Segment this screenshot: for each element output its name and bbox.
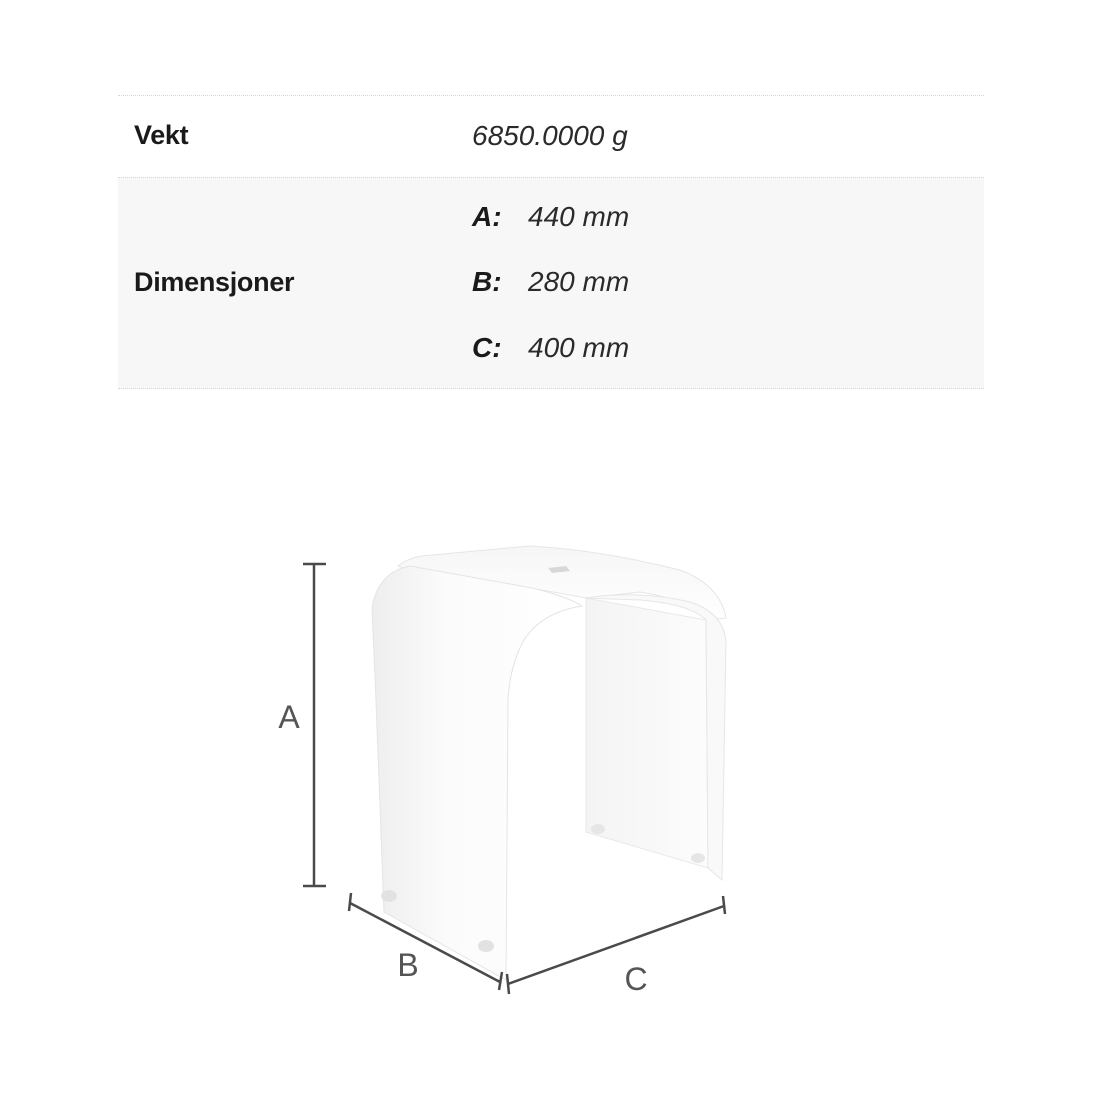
dimension-line-a	[303, 564, 326, 886]
weight-label: Vekt	[134, 120, 189, 150]
dimension-label-a: A	[278, 699, 300, 735]
stool-foot-icon	[691, 853, 705, 863]
stool-foot-icon	[591, 824, 605, 834]
stool-foot-icon	[381, 890, 397, 902]
dimension-b-value: 280 mm	[528, 266, 630, 297]
weight-value: 6850.0000 g	[472, 120, 628, 151]
dimension-line-c	[507, 896, 725, 994]
dimension-a-value: 440 mm	[528, 201, 630, 232]
stool-illustration	[372, 546, 726, 980]
dimension-b-key: B:	[472, 266, 502, 297]
dimension-label-c: C	[624, 961, 648, 997]
dimension-c-key: C:	[472, 332, 502, 363]
dimension-a-key: A:	[472, 201, 502, 232]
stool-foot-icon	[478, 940, 494, 952]
dimensions-label: Dimensjoner	[134, 267, 295, 297]
dimension-c-value: 400 mm	[528, 332, 630, 363]
dimension-label-b: B	[397, 947, 419, 983]
